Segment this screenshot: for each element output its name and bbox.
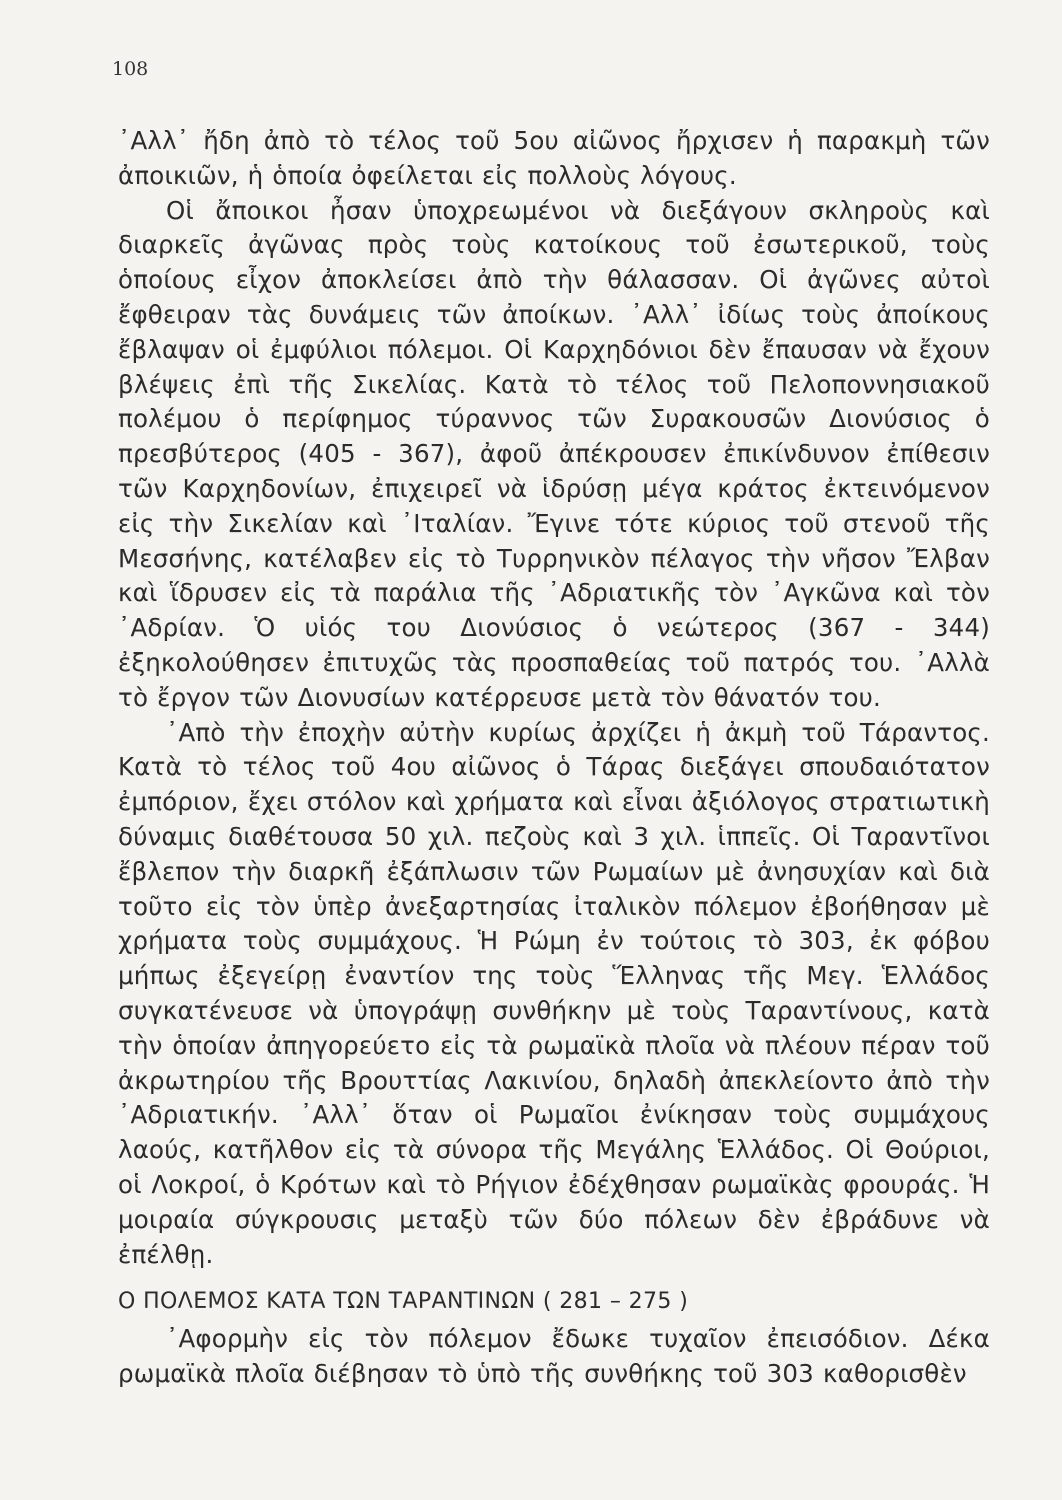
section-text [118, 1322, 990, 1392]
paragraph: Οἱ ἄποικοι ἦσαν ὑποχρεωμένοι νὰ διεξάγουν σκληροὺς καὶ διαρκεῖς ἀγῶνας πρὸς τοὺς κατοίκους τοῦ ἐσωτερικοῦ, τοὺς ὁποίους εἶχον ἀποκλείσει ἀπὸ τὴν θάλασσαν. Οἱ ἀγῶνες αὐτοὶ ἔφθειραν τὰς δυνάμεις τῶν ἀποίκων. ᾿Αλλ᾿ ἰδίως τοὺς ἀποίκους ἔβλαψαν οἱ ἐμφύλιοι πόλεμοι. Οἱ Καρχηδόνιοι δὲν ἔπαυσαν νὰ ἔχουν βλέψεις ἐπὶ τῆς Σικελίας. Κατὰ τὸ τέλος τοῦ Πελοποννησιακοῦ πολέμου ὁ περίφημος τύραννος τῶν Συρακουσῶν Διονύσιος ὁ πρεσβύτερος (405 - 367), ἀφοῦ ἀπέκρουσεν ἐπικίνδυνον ἐπίθεσιν τῶν Καρχηδονίων, ἐπιχειρεῖ νὰ ἱδρύσῃ μέγα κράτος ἐκτεινόμενον εἰς τὴν Σικελίαν καὶ ᾿Ιταλίαν. Ἔγινε τότε κύριος τοῦ στενοῦ τῆς Μεσσήνης, κατέλαβεν εἰς τὸ Τυρρηνικὸν πέλαγος τὴν νῆσον Ἔλβαν καὶ ἵδρυσεν εἰς τὰ παράλια τῆς ᾿Αδριατικῆς τὸν ᾿Αγκῶνα καὶ τὸν ᾿Αδρίαν. Ὁ υἱός του Διονύσιος ὁ νεώτερος (367 - 344) ἐξηκολούθησεν ἐπιτυχῶς τὰς προσπαθείας τοῦ πατρός του. ᾿Αλλὰ τὸ ἔργον τῶν Διονυσίων κατέρρευσε μετὰ τὸν θάνατόν του. [118, 195, 990, 712]
main-text [118, 124, 990, 1272]
paragraph: ᾿Αλλ᾿ ἤδη ἀπὸ τὸ τέλος τοῦ 5ου αἰῶνος ἤρχισεν ἡ παρακμὴ τῶν ἀποικιῶν, ἡ ὁποία ὀφείλεται εἰς πολλοὺς λόγους. [118, 126, 990, 190]
section-heading: Ο ΠΟΛΕΜΟΣ ΚΑΤΑ ΤΩΝ ΤΑΡΑΝΤΙΝΩΝ ( 281 – 275 ) [118, 1289, 689, 1314]
paragraph: ᾿Αφορμὴν εἰς τὸν πόλεμον ἔδωκε τυχαῖον ἐπεισόδιον. Δέκα ρωμαϊκὰ πλοῖα διέβησαν τὸ ὑπὸ τῆς συνθήκης τοῦ 303 καθορισθὲν [118, 1324, 990, 1388]
page-number: 108 [112, 58, 149, 80]
paragraph: ᾿Απὸ τὴν ἐποχὴν αὐτὴν κυρίως ἀρχίζει ἡ ἀκμὴ τοῦ Τάραντος. Κατὰ τὸ τέλος τοῦ 4ου αἰῶνος ὁ Τάρας διεξάγει σπουδαιότατον ἐμπόριον, ἔχει στόλον καὶ χρήματα καὶ εἶναι ἀξιόλογος στρατιωτικὴ δύναμις διαθέτουσα 50 χιλ. πεζοὺς καὶ 3 χιλ. ἱππεῖς. Οἱ Ταραντῖνοι ἔβλεπον τὴν διαρκῆ ἐξάπλωσιν τῶν Ρωμαίων μὲ ἀνησυχίαν καὶ διὰ τοῦτο εἰς τὸν ὑπὲρ ἀνεξαρτησίας ἰταλικὸν πόλεμον ἐβοήθησαν μὲ χρήματα τοὺς συμμάχους. Ἡ Ρώμη ἐν τούτοις τὸ 303, ἐκ φόβου μήπως ἐξεγείρῃ ἐναντίον της τοὺς Ἕλληνας τῆς Μεγ. Ἑλλάδος συγκατένευσε νὰ ὑπογράψῃ συνθήκην μὲ τοὺς Ταραντίνους, κατὰ τὴν ὁποίαν ἀπηγορεύετο εἰς τὰ ρωμαϊκὰ πλοῖα νὰ πλέουν πέραν τοῦ ἀκρωτηρίου τῆς Βρουττίας Λακινίου, δηλαδὴ ἀπεκλείοντο ἀπὸ τὴν ᾿Αδριατικήν. ᾿Αλλ᾿ ὅταν οἱ Ρωμαῖοι ἐνίκησαν τοὺς συμμάχους λαούς, κατῆλθον εἰς τὰ σύνορα τῆς Μεγάλης Ἑλλάδος. Οἱ Θούριοι, οἱ Λοκροί, ὁ Κρότων καὶ τὸ Ρήγιον ἐδέχθησαν ρωμαϊκὰς φρουράς. Ἡ μοιραία σύγκρουσις μεταξὺ τῶν δύο πόλεων δὲν ἐβράδυνε νὰ ἐπέλθῃ. [118, 717, 990, 1269]
